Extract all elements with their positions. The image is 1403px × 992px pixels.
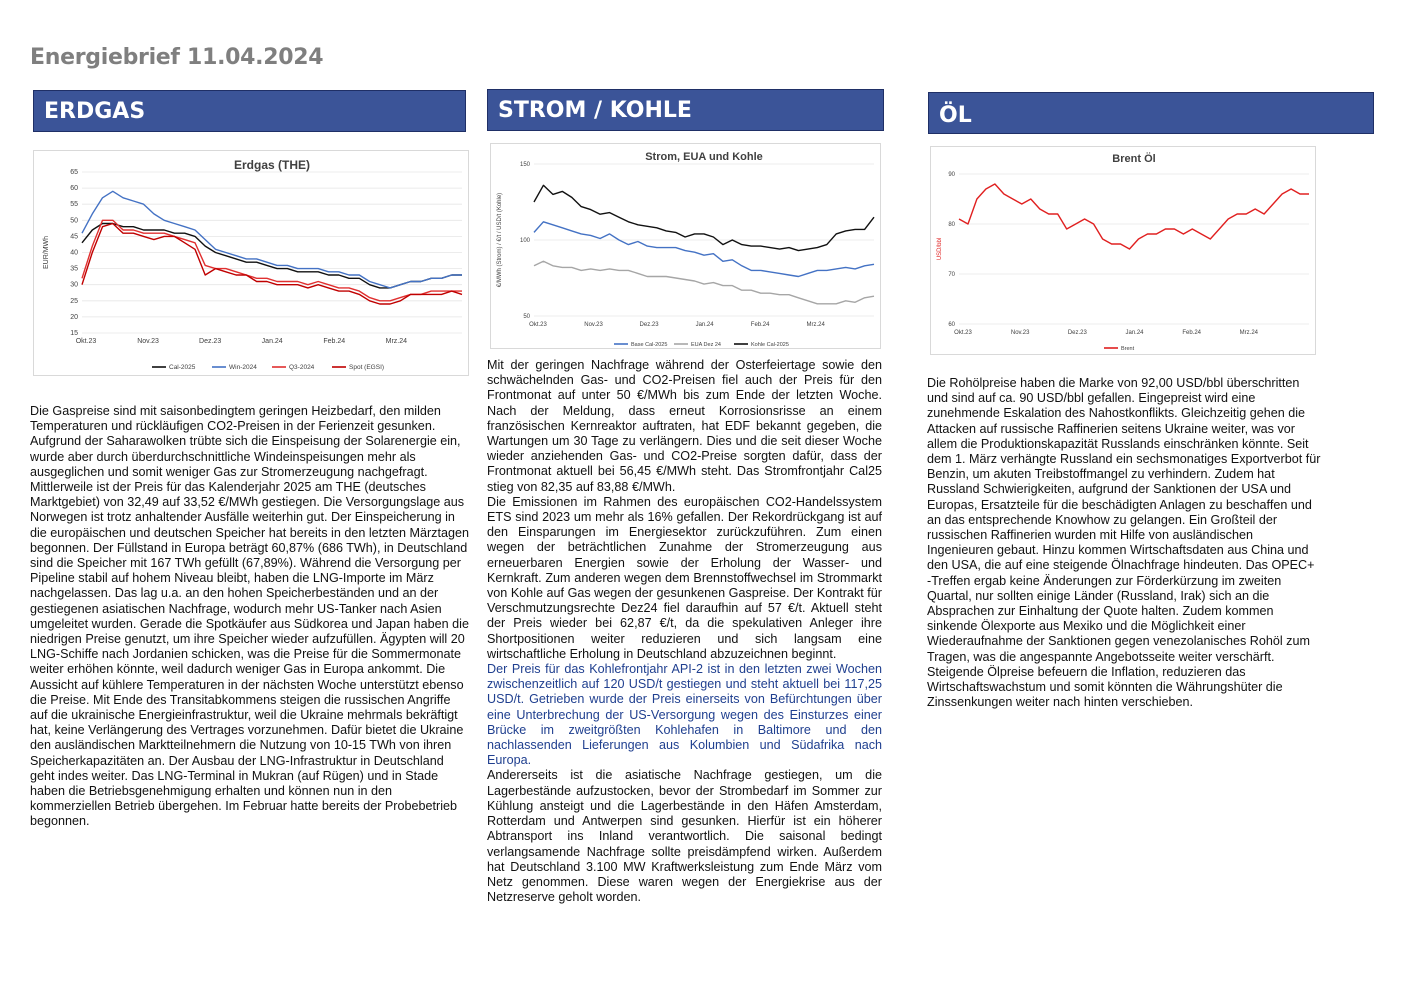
y-tick-label: 65 [70,169,78,176]
legend-label: Win-2024 [229,364,257,371]
y-tick-label: 40 [70,249,78,257]
power-chart [490,143,881,349]
series-line-cal-2025 [82,224,462,288]
y-tick-label: 50 [523,314,530,320]
document-title: Energiebrief 11.04.2024 [30,45,324,70]
gas-paragraph: Die Gaspreise sind mit saisonbedingtem geringen Heizbedarf, den milden Temperaturen und rückläufigen CO2-Preisen in der Ferienzeit gesunken. Aufgrund der Saharawolken trübte sich die Einspeisung der Solarenergie ein, wurde aber durch überdurchschnittliche Windeinspeisungen mehr als ausgeglichen und somit weniger Gas zur Stromerzeugung nachgefragt. Mittlerweile ist der Preis für das Kalenderjahr 2025 am THE (deutsches Marktgebiet) von 32,49 auf 33,52 €/MWh gestiegen. Die Versorgungslage aus Norwegen ist trotz anhaltender Ausfälle weiterhin gut. Der Einspeicherung in die europäischen und deutschen Speicher hat bereits in den letzten Märztagen begonnen. Der Füllstand in Europa beträgt 60,87% (686 TWh), in Deutschland sind die Speicher mit 167 TWh gefüllt (67,89%). Während die Versorgung per Pipeline stabil auf hohem Niveau bleibt, haben die LNG-Importe im März nachgelassen. Das lag u.a. an den hohen Speicherbeständen und an der gestiegenen asiatischen Nachfrage, wodurch mehr US-Tanker nach Asien umgeleitet wurden. Gerade die Spotkäufer aus Südkorea und Japan haben die niedrigen Preise genutzt, um ihre Speicher wieder aufzufüllen. Ägypten will 20 LNG-Schiffe nach Jordanien schicken, was die Preise für die Sommermonate weiter erhöhen könnte, weil dadurch weniger Gas in Europa ankommt. Die Aussicht auf kühlere Temperaturen in der nächsten Woche unterstützt ebenso die Preise. Mit Ende des Transitabkommens steigen die russischen Angriffe auf die ukrainische Energieinfrastruktur, weil die Ukraine mehrmals bekräftigt hat, keine Verlängerung des Vertrages vorzunehmen. Dafür bietet die Ukraine den ausländischen Marktteilnehmern die Nutzung von 10-15 TWh von ihren Speicherkapazitäten an. Der Ausbau der LNG-Infrastruktur in Deutschland geht indes weiter. Das LNG-Terminal in Mukran (auf Rügen) und in Stade haben die Betriebsgenehmigung erhalten und können nun in den kommerziellen Betrieb übergehen. Im Februar hatte bereits der Probebetrieb begonnen. [30,404,469,829]
oil-text [927,376,1322,710]
power-paragraph-4: Andererseits ist die asiatische Nachfrage gestiegen, um die Lagerbestände aufzustocken, bevor der Strombedarf im Sommer zur Kühlung ansteigt und die Lagerbestände in den Häfen Amsterdam, Rotterdam und Antwerpen sind gesunken. Hierfür ist ein höherer Abtransport ins Inland verantwortlich. Die saisonal bedingt verlangsamende Nachfrage sollte preisdämpfend wirken. Außerdem hat Deutschland 3.100 MW Kraftwerksleistung zum Ende März vom Netz genommen. Diese waren wegen der Energiekrise aus der Netzreserve geholt worden. [487,768,882,905]
x-tick-label: Nov.23 [1010,330,1030,336]
power-paragraph-1: Mit der geringen Nachfrage während der Osterfeiertage sowie den schwächelnden Gas- und CO2-Preisen fiel auch der Preis für den Frontmonat auf unter 50 €/MWh bis zum Ende der letzten Woche. Nach der Meldung, dass erneut Korrosionsrisse an einem französischen Kernreaktor auftraten, hat EDF bekannt gegeben, die Wartungen um 30 Tage zu verlängern. Dies und die seit dieser Woche wieder anziehenden Gas- und CO2-Preise sorgten dafür, dass der Frontmonat aktuell bei 56,45 €/MWh steht. Das Stromfrontjahr Cal25 stieg von 82,35 auf 83,88 €/MWh. [487,358,882,494]
y-tick-label: 100 [519,238,530,244]
x-tick-label: Okt.23 [75,338,97,345]
legend-label: Cal-2025 [169,364,196,371]
power-text [487,358,882,905]
legend-label: Q3-2024 [289,364,315,371]
y-tick-label: 35 [70,265,78,273]
y-tick-label: 60 [948,322,955,328]
x-tick-label: Mrz.24 [806,322,825,328]
x-tick-label: Dez.23 [1067,330,1087,336]
x-tick-label: Jan.24 [261,338,283,345]
oil-paragraph: Die Rohölpreise haben die Marke von 92,00 USD/bbl überschritten und sind auf ca. 90 USD/bbl gefallen. Eingepreist wird eine zunehmende Eskalation des Nahostkonflikts. Gleichzeitig gehen die Attacken auf russische Raffinerien seitens Ukraine weiter, was vor allem die Produktionskapazität Russlands einschränken könnte. Seit dem 1. März verhängte Russland ein sechsmonatiges Exportverbot für Benzin, um akuten Treibstoffmangel zu verhindern. Zudem hat Russland Schwierigkeiten, aufgrund der Sanktionen der USA und Europas, Ersatzteile für die beschädigten Anlagen zu beschaffen und an das entsprechende Knowhow zu gelangen. Ein Großteil der russischen Raffinerien wurden mit Hilfe von ausländischen Ingenieuren gebaut. Hinzu kommen Wirtschaftsdaten aus China und den USA, die auf eine steigende Ölnachfrage hindeuten. Das OPEC+ -Treffen ergab keine Änderungen zur Förderkürzung im zweiten Quartal, nur sollten einige Länder (Russland, Irak) sich an die Absprachen zur Einhaltung der Quote halten. Zudem kommen sinkende Ölexporte aus Mexiko und die Möglichkeit einer Wiederaufnahme der Sanktionen gegen venezolanisches Rohöl zum Tragen, was die angespannte Angebotsseite weiter verschärft. Steigende Ölpreise befeuern die Inflation, reduzieren das Wirtschaftswachstum und somit könnten die Währungshüter die Zinssenkungen weiter nach hinten verschieben. [927,376,1321,710]
x-tick-label: Mrz.24 [1239,330,1259,336]
legend-label: EUA Dez 24 [691,342,721,348]
y-tick-label: 60 [70,185,78,193]
x-tick-label: Okt.23 [954,330,972,336]
series-line-q3-2024 [82,220,462,300]
gas-text [30,404,470,830]
x-tick-label: Nov.23 [584,322,603,328]
gas-chart [33,150,469,376]
chart-title: Erdgas (THE) [233,158,311,172]
series-line-kohle-cal-2025 [534,185,874,250]
section-header-oil: ÖL [928,92,1374,134]
power-chart-svg [491,144,882,350]
x-tick-label: Mrz.24 [385,338,408,345]
y-tick-label: 80 [948,222,955,228]
legend-label: Base Cal-2025 [631,342,668,348]
x-tick-label: Dez.23 [639,322,659,328]
x-tick-label: Feb.24 [1182,330,1202,336]
gas-chart-svg [34,151,470,377]
y-axis-label: USD/bbl [937,237,943,261]
x-tick-label: Nov.23 [137,338,159,345]
chart-title: Brent Öl [1112,153,1156,165]
series-line-base-cal-2025 [534,222,874,277]
y-tick-label: 20 [70,313,78,321]
x-tick-label: Dez.23 [199,338,222,345]
y-tick-label: 15 [70,330,78,337]
power-paragraph-2: Die Emissionen im Rahmen des europäischen CO2-Handelssystem ETS sind 2023 um mehr als 16% gefallen. Der Rekordrückgang ist auf den Einsparungen im Energiesektor zurückzuführen. Zum einen wegen der beträchtlichen Zunahme der Stromerzeugung aus erneuerbaren Energien sowie der Erholung der Wasser- und Kernkraft. Zum anderen wegen dem Brennstoffwechsel im Strommarkt von Kohle auf Gas wegen der gesunkenen Gaspreise. Der Kontrakt für Verschmutzungsrechte Dez24 fiel daraufhin auf 57 €/t. Aktuell steht der Preis wieder bei 62,87 €/t, da die spekulativen Anleger ihre Shortpositionen weiter reduzieren und sich langsam eine wirtschaftliche Erholung in Deutschland abzuzeichnen beginnt. [487,494,882,661]
chart-title: Strom, EUA und Kohle [645,151,763,163]
y-tick-label: 70 [948,272,955,278]
y-tick-label: 25 [70,297,78,305]
section-header-power: STROM / KOHLE [487,89,884,131]
legend-label: Brent [1121,346,1135,352]
y-tick-label: 50 [70,217,78,225]
y-tick-label: 150 [519,162,530,168]
series-line-brent [959,184,1309,249]
legend-label: Kohle Cal-2025 [751,342,789,348]
series-line-win-2024 [82,191,462,288]
legend-label: Spot (EGSI) [349,364,385,371]
section-header-gas: ERDGAS [33,90,466,132]
x-tick-label: Jan.24 [1125,330,1144,336]
x-tick-label: Feb.24 [323,338,346,345]
y-tick-label: 30 [70,281,78,289]
y-tick-label: 45 [70,233,78,241]
oil-chart-svg [931,147,1317,356]
power-paragraph-3: Der Preis für das Kohlefrontjahr API-2 ist in den letzten zwei Wochen zwischenzeitlich auf 120 USD/t gestiegen und steht aktuell bei 117,25 USD/t. Getrieben wurde der Preis einerseits von Befürchtungen über eine Unterbrechung der US-Versorgung wegen des Einsturzes einer Brücke im zweitgrößten Kohlehafen in Baltimore und den nachlassenden Lieferungen aus Kolumbien und Südafrika nach Europa. [487,662,882,768]
y-tick-label: 55 [70,201,78,209]
y-axis-label: EUR/MWh [43,235,50,270]
oil-chart [930,146,1316,355]
y-tick-label: 90 [948,172,955,178]
x-tick-label: Feb.24 [750,322,770,328]
x-tick-label: Okt.23 [529,322,547,328]
y-axis-label: €/MWh (Strom) / €/t / USD/t (Kohle) [497,192,503,288]
x-tick-label: Jan.24 [695,322,714,328]
series-line-eua-dez-24 [534,261,874,304]
